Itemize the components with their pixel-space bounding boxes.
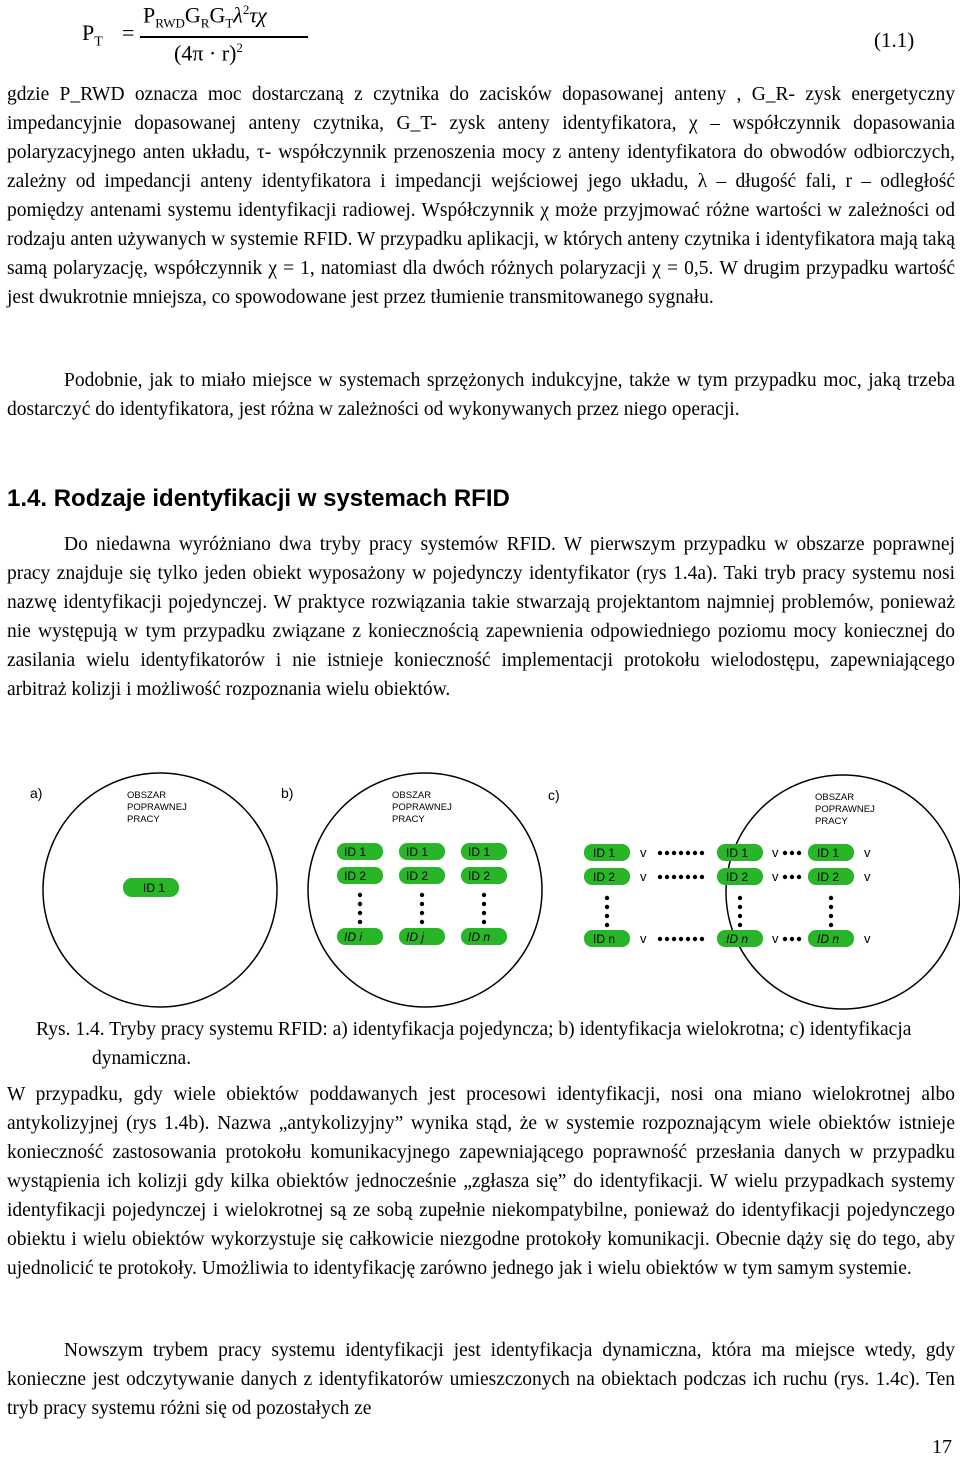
svg-text:v: v <box>864 845 871 860</box>
svg-text:ID 2: ID 2 <box>344 869 367 883</box>
tag-a-id1-label: ID 1 <box>143 881 166 895</box>
svg-text:ID i: ID i <box>344 930 362 944</box>
svg-text:ID n: ID n <box>468 930 491 944</box>
eq-equals: = <box>122 20 135 45</box>
svg-text:v: v <box>772 931 779 946</box>
eq-number: (1.1) <box>874 28 915 52</box>
eq-fraction-bar <box>140 36 308 38</box>
svg-text:ID 1: ID 1 <box>817 846 840 860</box>
svg-text:ID 1: ID 1 <box>593 846 616 860</box>
paragraph-2: Podobnie, jak to miało miejsce w systemach sprzężonych indukcyjne, także w tym przypadku moc, jaką trzeba dostarczyć do identyfikatora, jest różna w zależności od wykonywanych przez niego operacji. <box>7 370 955 420</box>
eq-lhs: $P_T$ <box>82 20 103 50</box>
svg-text:ID j: ID j <box>406 930 424 944</box>
eq-numerator: $P_{RWD}G_RG_T\lambda^2\tau\chi$ <box>143 2 267 31</box>
paragraph-1: gdzie P_RWD oznacza moc dostarczaną z czytnika do zacisków dopasowanej anteny , G_R- zysk energetyczny impedancyjnie dopasowanej anteny czytnika, G_T- zysk anteny identyfikatora, χ – współczynnik dopasowania polaryzacyjnego anten układu, τ- współczynnik przenoszenia mocy z anteny identyfikatora do obwodów odbiorczych, zależny od impedancji anteny identyfikatora i impedancji wejściowej jego układu, λ – długość fali, r – odległość pomiędzy antenami systemu identyfikacji radiowej. Współczynnik χ może przyjmować różne wartości w zależności od rodzaju anten używanych w systemie RFID. W przypadku aplikacji, w których anteny czytnika i identyfikatora mają taką samą polaryzację, współczynnik χ = 1, natomiast dla dwóch różnych polaryzacji χ = 0,5. W drugim przypadku wartość jest dwukrotnie mniejsza, co spowodowane jest przez tłumienie transmitowanego sygnału. <box>7 84 955 308</box>
svg-text:v: v <box>640 845 647 860</box>
motion-dots-c1 <box>658 851 704 941</box>
tag-column-c1 <box>584 844 647 947</box>
panel-c-label: c) <box>548 787 560 803</box>
svg-text:ID 1: ID 1 <box>468 845 491 859</box>
svg-text:ID n: ID n <box>726 932 749 946</box>
svg-text:ID 2: ID 2 <box>817 870 840 884</box>
area-c-line2: POPRAWNEJ <box>815 804 875 815</box>
area-c-line3: PRACY <box>815 816 848 827</box>
area-b-line3: PRACY <box>392 814 425 825</box>
area-a-line1: OBSZAR <box>127 790 167 801</box>
svg-text:ID n: ID n <box>593 932 616 946</box>
svg-text:ID 2: ID 2 <box>468 869 491 883</box>
svg-text:ID 2: ID 2 <box>593 870 616 884</box>
area-b-line1: OBSZAR <box>392 790 432 801</box>
area-b-line2: POPRAWNEJ <box>392 802 452 813</box>
svg-text:ID 1: ID 1 <box>406 845 429 859</box>
svg-text:ID 1: ID 1 <box>726 846 749 860</box>
svg-text:ID 2: ID 2 <box>406 869 429 883</box>
svg-text:v: v <box>640 931 647 946</box>
panel-b-label: b) <box>281 785 294 801</box>
svg-text:ID 1: ID 1 <box>344 845 367 859</box>
area-c-line1: OBSZAR <box>815 792 855 803</box>
svg-text:v: v <box>864 931 871 946</box>
paragraph-4: W przypadku, gdy wiele obiektów poddawanych jest procesowi identyfikacji, nosi ona miano wielokrotnej albo antykolizyjnej (rys 1.4b). Nazwa „antykolizyjny” wynika stąd, że w systemie rozpoznającym wiele obiektów istnieje konieczność zastosowania protokołu komunikacyjnego zapewniającego poprawność przesłania danych w przypadku wystąpienia ich kolizji gdy kilka obiektów jednocześnie „zgłasza się” do identyfikacji. W wielu przypadkach systemy identyfikacji pojedynczej i wielokrotnej są ze sobą zupełnie niekompatybilne, ponieważ do identyfikacji pojedynczego obiektu i wielu obiektów wykorzystuje się całkowicie niezgodne protokoły komunikacji. Obecnie dąży się do tego, aby ujednolicić te protokoły. Umożliwia to identyfikację zarówno jednego jak i wielu obiektów w tym samym systemie. <box>7 1084 955 1279</box>
svg-text:v: v <box>772 869 779 884</box>
eq-denominator: $(4\pi \cdot r)^2$ <box>174 40 243 66</box>
area-a-line3: PRACY <box>127 814 160 825</box>
svg-text:ID n: ID n <box>817 932 840 946</box>
section-heading: 1.4. Rodzaje identyfikacji w systemach RFID <box>7 485 510 512</box>
svg-text:v: v <box>640 869 647 884</box>
figure-caption: Rys. 1.4. Tryby pracy systemu RFID: a) identyfikacja pojedyncza; b) identyfikacja wielokrotna; c) identyfikacja dynamiczna. <box>36 1019 912 1069</box>
panel-a-label: a) <box>30 785 43 801</box>
area-a-line2: POPRAWNEJ <box>127 802 187 813</box>
paragraph-5: Nowszym trybem pracy systemu identyfikacji jest identyfikacja dynamiczna, która ma miejsce wtedy, gdy konieczne jest odczytywanie danych z identyfikatorów umieszczonych na obiektach podczas ich ruchu (rys. 1.4c). Ten tryb pracy systemu różni się od pozostałych ze <box>7 1340 955 1419</box>
svg-text:v: v <box>864 869 871 884</box>
svg-text:v: v <box>772 845 779 860</box>
paragraph-3: Do niedawna wyróżniano dwa tryby pracy systemów RFID. W pierwszym przypadku w obszarze poprawnej pracy znajduje się tylko jeden obiekt wyposażony w pojedynczy identyfikator (rys 1.4a). Taki tryb pracy systemu nosi nazwę identyfikacji pojedynczej. W praktyce rozwiązania takie stwarzają projektantom najmniej problemów, ponieważ nie występują w tym przypadku związane z koniecznością zapewnienia odpowiedniego poziomu mocy koniecznej do zasilania wielu identyfikatorów i nie istnieje konieczność implementacji protokołu wielodostępu, zapewniającego arbitraż kolizji i możliwość rozpoznania wielu obiektów. <box>7 534 955 700</box>
svg-text:ID 2: ID 2 <box>726 870 749 884</box>
page-number: 17 <box>932 1436 952 1458</box>
figure-rfid-modes <box>0 770 960 1010</box>
